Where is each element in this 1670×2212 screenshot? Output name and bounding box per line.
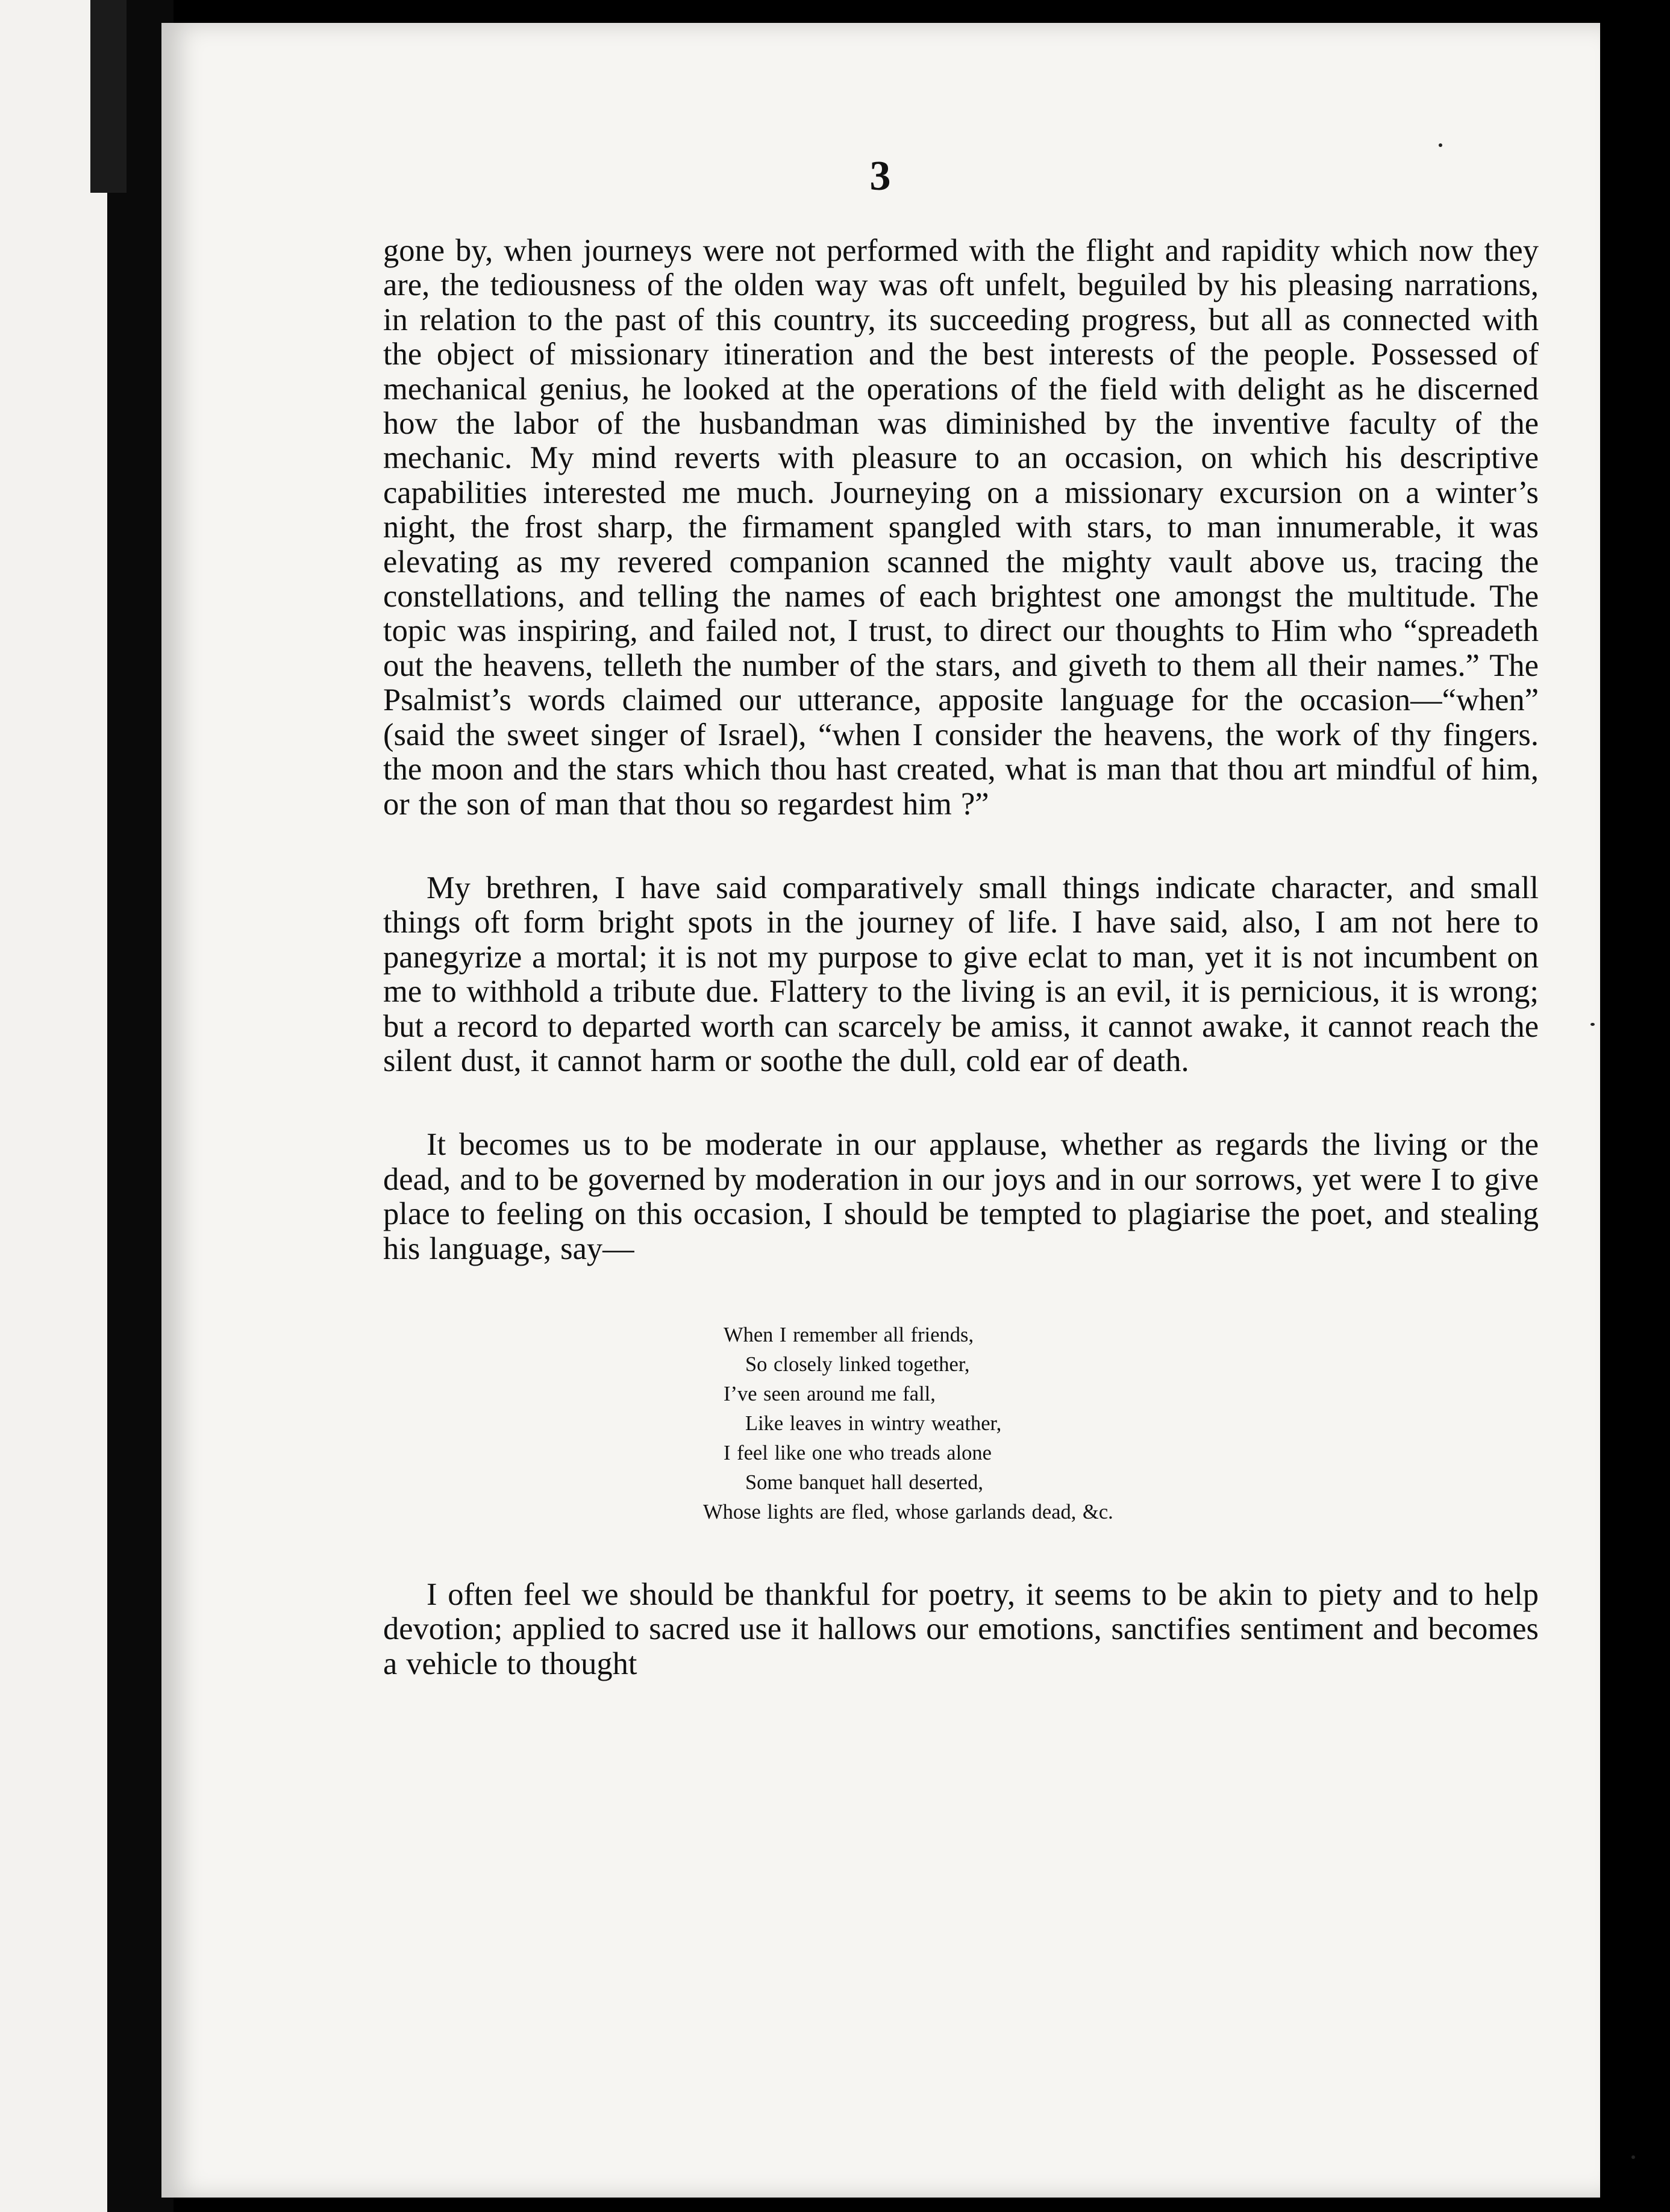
poem-line: So closely linked together, — [745, 1352, 970, 1376]
paragraph-spacer — [383, 822, 1539, 871]
torn-page-edge — [90, 0, 127, 193]
paragraph-brethren: My brethren, I have said comparatively small things indicate character, and small things oft form bright spots in the journey of life. I have said, also, I am not here to panegyrize a mortal; it is not my purpose to give eclat to man, yet it is not incumbent on me to withhold a tribute due. Flattery to the living is an evil, it is pernicious, it is wrong; but a record to departed worth can scarcely be amiss, it cannot awake, it cannot reach the silent dust, it cannot harm or soothe the dull, cold ear of death. — [383, 870, 1539, 1078]
poem-line: Whose lights are fled, whose garlands dead, &c. — [703, 1500, 1113, 1523]
ink-speck — [1631, 2155, 1635, 2159]
page-body — [383, 234, 1539, 1681]
poem-line: Like leaves in wintry weather, — [745, 1411, 1002, 1435]
paragraph-poetry: I often feel we should be thankful for poetry, it seems to be akin to piety and to help devotion; applied to sacred use it hallows our emotions, sanctifies sentiment and becomes a vehicle to thought — [383, 1576, 1539, 1681]
paragraph-moderation: It becomes us to be moderate in our applause, whether as regards the living or the dead, and to be governed by moderation in our joys and in our sorrows, yet were I to give place to feeling on this occasion, I should be tempted to plagiarise the poet, and stealing his language, say— — [383, 1127, 1539, 1266]
page-number: 3 — [869, 153, 892, 199]
poem-line: When I remember all friends, — [724, 1323, 974, 1346]
poem-line: I feel like one who treads alone — [724, 1441, 992, 1464]
poem-quotation — [383, 1320, 1539, 1527]
ink-speck — [1590, 1023, 1595, 1026]
paragraph-continuation: gone by, when journeys were not performed with the flight and rapidity which now they are, the tediousness of the olden way was oft unfelt, beguiled by his pleasing narrations, in relation to the past of this country, its succeeding progress, but all as connected with the object of missionary itineration and the best interests of the people. Possessed of mechanical genius, he looked at the operations of the field with delight as he discerned how the labor of the husbandman was diminished by the inventive faculty of the mechanic. My mind reverts with pleasure to an occasion, on which his descriptive capabilities interested me much. Journeying on a missionary excursion on a winter’s night, the frost sharp, the firmament spangled with stars, to man innumerable, it was elevating as my revered companion scanned the mighty vault above us, tracing the constellations, and telling the names of each brightest one amongst the multitude. The topic was inspiring, and failed not, I trust, to direct our thoughts to Him who “spreadeth out the heavens, telleth the number of the stars, and giveth to them all their names.” The Psalmist’s words claimed our utterance, apposite language for the occasion—“when” (said the sweet singer of Israel), “when I consider the heavens, the work of thy fingers. the moon and the stars which thou hast created, what is man that thou art mindful of him, or the son of man that thou so regardest him ?” — [383, 233, 1539, 822]
paragraph-spacer — [383, 1078, 1539, 1128]
book-page — [161, 23, 1600, 2198]
facing-page-edge — [0, 0, 107, 2212]
poem-line: I’ve seen around me fall, — [724, 1382, 936, 1405]
poem-line: Some banquet hall deserted, — [745, 1470, 983, 1494]
ink-speck — [1439, 143, 1442, 147]
